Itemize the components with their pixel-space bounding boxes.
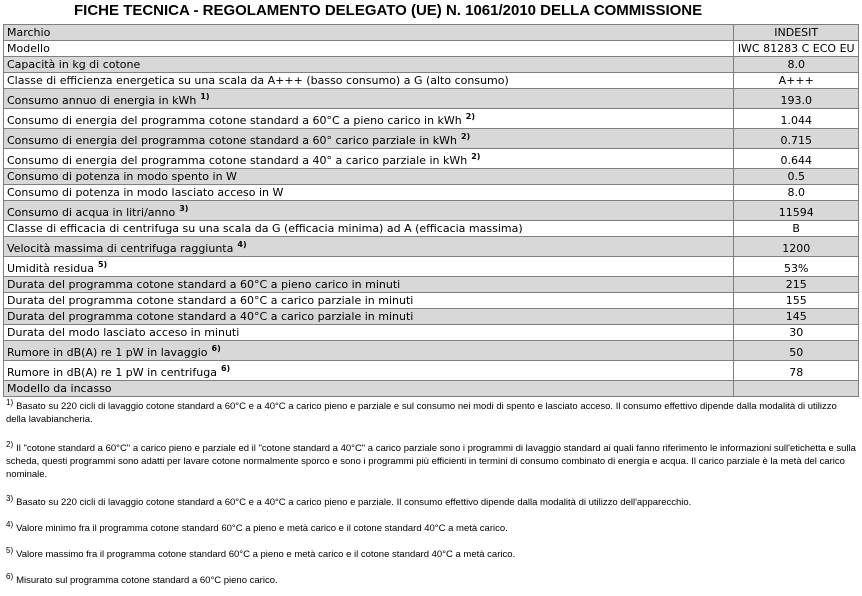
footnote-mark: 1) xyxy=(6,398,14,407)
table-row xyxy=(4,325,859,341)
row-value: B xyxy=(734,221,859,237)
row-value: 0.644 xyxy=(734,149,859,169)
row-label-cell xyxy=(4,361,734,381)
row-label: Classe di efficienza energetica su una scala da A+++ (basso consumo) a G (alto consumo) xyxy=(7,74,509,87)
row-label-cell xyxy=(4,41,734,57)
footnote-text: Misurato sul programma cotone standard a 60°C pieno carico. xyxy=(16,575,278,586)
row-value: 193.0 xyxy=(734,89,859,109)
row-value: 1200 xyxy=(734,237,859,257)
footnote-mark: 4) xyxy=(6,520,14,529)
row-value: 30 xyxy=(734,325,859,341)
row-label: Marchio xyxy=(7,26,51,39)
footnote-ref: 2) xyxy=(471,152,481,161)
row-label: Rumore in dB(A) re 1 pW in lavaggio xyxy=(7,346,208,359)
table-row xyxy=(4,257,859,277)
row-label-cell xyxy=(4,73,734,89)
row-label-cell xyxy=(4,169,734,185)
row-label-cell xyxy=(4,185,734,201)
row-value xyxy=(734,381,859,397)
footnote-ref: 6) xyxy=(220,364,231,373)
row-label-cell xyxy=(4,277,734,293)
row-label-cell xyxy=(4,129,734,149)
table-row xyxy=(4,277,859,293)
footnote-text: Valore minimo fra il programma cotone standard 60°C a pieno e metà carico e il cotone standard 40°C a metà carico. xyxy=(16,523,508,534)
row-label-cell xyxy=(4,201,734,221)
row-label: Modello da incasso xyxy=(7,382,112,395)
footnote-text: Valore massimo fra il programma cotone standard 60°C a pieno e metà carico e il cotone standard 40°C a metà carico. xyxy=(16,549,516,560)
row-label-cell xyxy=(4,89,734,109)
row-label: Velocità massima di centrifuga raggiunta xyxy=(7,242,234,255)
footnote xyxy=(6,522,856,535)
row-label: Consumo di energia del programma cotone standard a 40° a carico parziale in kWh xyxy=(7,154,468,167)
row-label: Durata del modo lasciato acceso in minuti xyxy=(7,326,240,339)
footnote-ref: 6) xyxy=(211,344,221,353)
table-row xyxy=(4,381,859,397)
table-row xyxy=(4,41,859,57)
footnote-ref: 2) xyxy=(460,132,471,141)
row-label-cell xyxy=(4,257,734,277)
row-value: INDESIT xyxy=(734,25,859,41)
row-value: 0.715 xyxy=(734,129,859,149)
row-value: 215 xyxy=(734,277,859,293)
row-label-cell xyxy=(4,293,734,309)
row-label-cell xyxy=(4,381,734,397)
row-label-cell xyxy=(4,57,734,73)
footnote-mark: 3) xyxy=(6,494,14,503)
footnote-mark: 5) xyxy=(6,546,14,555)
footnote-mark: 6) xyxy=(6,572,14,581)
row-label: Consumo di energia del programma cotone standard a 60°C a pieno carico in kWh xyxy=(7,114,462,127)
table-row xyxy=(4,293,859,309)
footnote xyxy=(6,400,856,426)
table-row xyxy=(4,109,859,129)
table-row xyxy=(4,341,859,361)
row-label: Consumo di potenza in modo spento in W xyxy=(7,170,237,183)
footnote-ref: 3) xyxy=(179,204,189,213)
row-label: Durata del programma cotone standard a 40°C a carico parziale in minuti xyxy=(7,310,414,323)
page-title: FICHE TECNICA - REGOLAMENTO DELEGATO (UE) N. 1061/2010 DELLA COMMISSIONE xyxy=(74,2,703,19)
table-row xyxy=(4,73,859,89)
row-label-cell xyxy=(4,25,734,41)
footnote xyxy=(6,548,856,561)
footnote-text: Il "cotone standard a 60°C" a carico pieno e parziale ed il "cotone standard a 40°C" a carico parziale sono i programmi di lavaggio standard ai quali fanno riferimento le informazioni sull'etichetta e sulla scheda, questi programmi sono adatti per lavare cotone normalmente sporco e sono i programmi più efficienti in termini di consumo combinato di energia e acqua. Il carico parziale è la metà del carico nominale. xyxy=(6,443,856,480)
row-label: Umidità residua xyxy=(7,262,94,275)
row-value: 155 xyxy=(734,293,859,309)
row-value: 0.5 xyxy=(734,169,859,185)
table-row xyxy=(4,361,859,381)
footnote-ref: 2) xyxy=(465,112,475,121)
row-label-cell xyxy=(4,341,734,361)
row-value: 145 xyxy=(734,309,859,325)
row-value: 8.0 xyxy=(734,185,859,201)
table-row xyxy=(4,237,859,257)
row-label: Durata del programma cotone standard a 60°C a carico parziale in minuti xyxy=(7,294,414,307)
footnote-text: Basato su 220 cicli di lavaggio cotone standard a 60°C e a 40°C a carico pieno e parziale e sul consumo nei modi di spento e lasciato acceso. Il consumo effettivo dipende dalla modalità di utilizzo della lavabiancheria. xyxy=(6,401,837,425)
row-label-cell xyxy=(4,221,734,237)
row-label: Classe di efficacia di centrifuga su una scala da G (efficacia minima) ad A (efficacia massima) xyxy=(7,222,523,235)
row-label: Consumo di potenza in modo lasciato acceso in W xyxy=(7,186,284,199)
row-value: IWC 81283 C ECO EU xyxy=(734,41,859,57)
table-row xyxy=(4,309,859,325)
footnote-ref: 1) xyxy=(200,92,210,101)
table-row xyxy=(4,169,859,185)
row-value: 1.044 xyxy=(734,109,859,129)
table-row xyxy=(4,129,859,149)
row-label: Capacità in kg di cotone xyxy=(7,58,141,71)
row-label: Consumo di energia del programma cotone standard a 60° carico parziale in kWh xyxy=(7,134,457,147)
table-row xyxy=(4,89,859,109)
spec-table xyxy=(3,24,859,397)
table-row xyxy=(4,221,859,237)
row-value: 8.0 xyxy=(734,57,859,73)
footnote-ref: 4) xyxy=(237,240,247,249)
footnote xyxy=(6,442,856,481)
footnote-mark: 2) xyxy=(6,440,14,449)
row-label-cell xyxy=(4,237,734,257)
row-value: A+++ xyxy=(734,73,859,89)
row-label-cell xyxy=(4,109,734,129)
row-label: Consumo di acqua in litri/anno xyxy=(7,206,176,219)
footnote-text: Basato su 220 cicli di lavaggio cotone standard a 60°C e a 40°C a carico pieno e parziale. Il consumo effettivo dipende dalla modalità di utilizzo dell'apparecchio. xyxy=(16,497,692,508)
footnote xyxy=(6,574,856,587)
footnote xyxy=(6,496,856,509)
row-label: Consumo annuo di energia in kWh xyxy=(7,94,197,107)
row-label-cell xyxy=(4,149,734,169)
table-row xyxy=(4,57,859,73)
row-value: 78 xyxy=(734,361,859,381)
footnote-ref: 5) xyxy=(97,260,108,269)
row-value: 11594 xyxy=(734,201,859,221)
row-label-cell xyxy=(4,309,734,325)
row-value: 53% xyxy=(734,257,859,277)
row-value: 50 xyxy=(734,341,859,361)
table-row xyxy=(4,149,859,169)
table-row xyxy=(4,25,859,41)
row-label-cell xyxy=(4,325,734,341)
table-row xyxy=(4,185,859,201)
row-label: Durata del programma cotone standard a 60°C a pieno carico in minuti xyxy=(7,278,401,291)
row-label: Rumore in dB(A) re 1 pW in centrifuga xyxy=(7,366,217,379)
table-row xyxy=(4,201,859,221)
row-label: Modello xyxy=(7,42,50,55)
